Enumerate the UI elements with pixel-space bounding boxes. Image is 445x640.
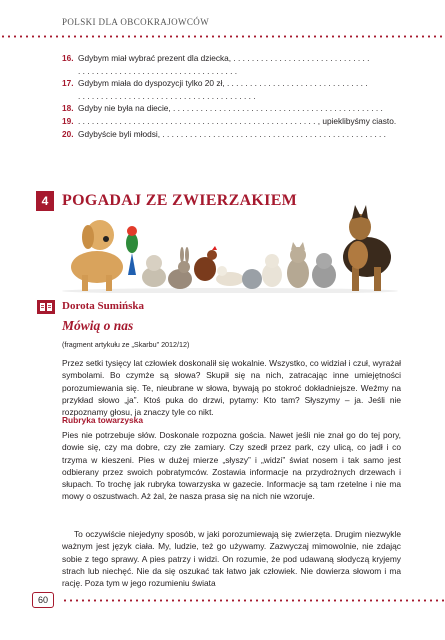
header-dotted-rule bbox=[0, 33, 445, 39]
book-icon bbox=[37, 300, 55, 314]
exercise-item bbox=[62, 128, 405, 141]
article-title: Mówią o nas bbox=[62, 318, 134, 333]
exercise-number: 20. bbox=[62, 128, 74, 139]
hen bbox=[194, 246, 217, 281]
rabbit bbox=[168, 247, 192, 289]
exercise-number: 18. bbox=[62, 103, 74, 114]
page-number: 60 bbox=[32, 592, 54, 608]
paragraph: Pies nie potrzebuje słów. Doskonale rozpozna gościa. Nawet jeśli nie znał go do tej pory, dowie się, czy ma dobre, czy złe zamiary. Czy szedł przez park, czy ulicą, co jadł i co trzyma w kieszeni. Pies w dużej mierze „słyszy” i „widzi” świat nosem i tak samo jest odbierany przez swoich pobratymców. Zostawia informacje na przydrożnych drzewach i słupach. To trochę jak rubryka towarzyska w gazecie. Informacje są tam rzetelne i nie ma mowy o oszustwach. Aż żal, że nasza prasa się na nich nie wzoruje. bbox=[62, 430, 401, 502]
running-header: POLSKI DLA OBCOKRAJOWCÓW bbox=[62, 17, 210, 27]
paragraph: To oczywiście niejedyny sposób, w jaki porozumiewają się zwierzęta. Drugim niezwykle ważnym jest język ciała. My, ludzie, też go używamy. Zazwyczaj mimowolnie, nie zdając sobie z tego sprawy. A pies patrzy i widzi. On rozumie, że pod udawaną słodyczą kryjemy strach lub niechęć. Nie da się oszukać tak łatwo jak człowiek. Nie dowierza słowom i ma rację. Poza tym w jego rozumieniu świata bbox=[62, 529, 401, 589]
exercise-number: 17. bbox=[62, 78, 74, 89]
ferret bbox=[216, 266, 244, 286]
exercise-text: Gdybym miała do dyspozycji tylko 20 zł, . . . . . . . . . . . . . . . . . . . . . . . . . . . . . . . bbox=[78, 78, 368, 89]
chinchilla bbox=[242, 269, 262, 289]
section-number-badge: 4 bbox=[36, 191, 54, 211]
exercise-continuation bbox=[62, 90, 405, 103]
exercise-text: Gdybym miał wybrać prezent dla dziecka, . . . . . . . . . . . . . . . . . . . . . . . . . . . . . . bbox=[78, 53, 370, 63]
dog-shepherd bbox=[343, 205, 391, 291]
answer-line: . . . . . . . . . . . . . . . . . . . . . . . . . . . . . . . . . . . bbox=[78, 65, 238, 76]
dog-retriever bbox=[71, 220, 123, 291]
exercise-item bbox=[62, 52, 405, 65]
parrot bbox=[126, 226, 138, 275]
paragraph: Przez setki tysięcy lat człowiek doskonalił się wokalnie. Wszystko, co widział i czuł, wyrażał symbolami. Bo czymże są słowa? Skupił się na nich, zatracając inne umiejętności porozumiewania się. Te, nieubrane w słowa, bywają po stokroć dokładniejsze. Weźmy na przykład słowo „ja”. Ktoś puka do drzwi, pytamy: Kto tam? Słyszymy – ja. Jeśli nie rozpoznamy głosu, ja znaczy tyle co nikt. bbox=[62, 358, 401, 418]
small-dog bbox=[142, 255, 166, 287]
exercise-text: . . . . . . . . . . . . . . . . . . . . . . . . . . . . . . . . . . . . . . . . . . . . . . . . . . . . , upieklibyśmy ciasto. bbox=[78, 115, 397, 126]
exercise-continuation bbox=[62, 65, 405, 78]
exercise-item bbox=[62, 115, 405, 128]
subheading: Rubryka towarzyska bbox=[62, 415, 143, 425]
exercise-item bbox=[62, 102, 405, 115]
answer-line: . . . . . . . . . . . . . . . . . . . . . . . . . . . . . . . . . . . . . . . bbox=[78, 90, 256, 101]
exercise-text: Gdyby nie była na diecie, . . . . . . . . . . . . . . . . . . . . . . . . . . . . . . . . . . . . . . . . . . . . . . bbox=[78, 103, 383, 114]
section-title: POGADAJ ZE ZWIERZAKIEM bbox=[62, 192, 298, 209]
exercise-number: 16. bbox=[62, 53, 74, 63]
exercise-item bbox=[62, 77, 405, 90]
animals-photo bbox=[62, 205, 398, 293]
exercise-text: Gdybyście byli młodsi, . . . . . . . . . . . . . . . . . . . . . . . . . . . . . . . . . . . . . . . . . . . . . . . . . bbox=[78, 128, 386, 139]
article-author: Dorota Sumińska bbox=[62, 300, 145, 312]
kitten bbox=[262, 254, 282, 287]
persian-cat bbox=[312, 253, 336, 288]
article-source: (fragment artykułu ze „Skarbu” 2012/12) bbox=[62, 340, 190, 349]
exercise-list bbox=[62, 52, 405, 140]
exercise-number: 19. bbox=[62, 115, 74, 126]
cat bbox=[287, 242, 309, 288]
